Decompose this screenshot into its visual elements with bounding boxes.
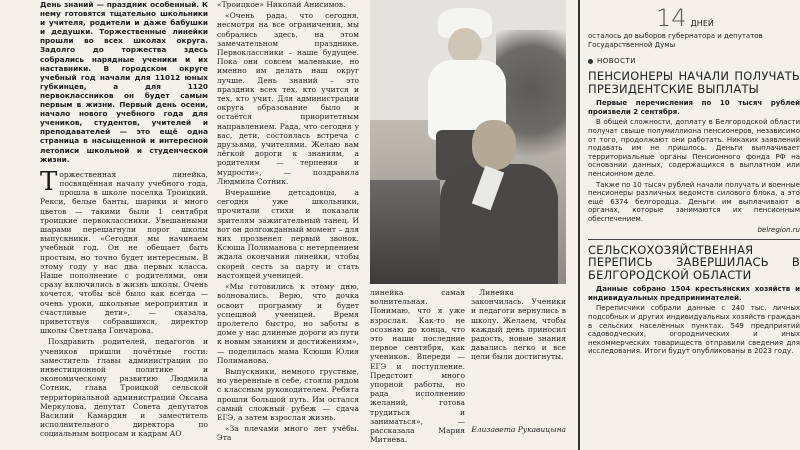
news-lead: Первые перечисления по 10 тысяч рублей произвели 2 сентября. (588, 99, 800, 116)
days-note: осталось до выборов губернатора и депутатов Государственной Думы (588, 32, 763, 49)
news-paragraph: Переписчики собрали данные с 240 тыс. личных подсобных и других индивидуальных хозяйств граждан в сельских населённых пунктах. 549 предприятий садоводческих, огороднических и иных некоммерческих товариществ отправили сведения для исследования. Итоги будут опубликованы в 2023 году. (588, 304, 800, 356)
news-paragraph: В общей сложности, доплату в Белгородской области получат свыше полумиллиона пенсионеров, независимо от того, продолжают они работать. Никаких заявлений подавать им не пришлось. Деньги выплачивает территориальные органы Пенсионного фонда РФ на основании данных, содержащихся в выплатном или пенсионном деле. (588, 118, 800, 178)
article-paragraph: «Троицкое» Николай Анисимов. (217, 0, 346, 9)
drop-cap: Т (40, 166, 58, 197)
article-paragraph: Вчерашние детсадовцы, а сегодня уже школьники, прочитали стихи и показали зрителям зажигательный танец. И вот он долгожданный момент – для них прозвенел первый звонок. Ксюша Полиманова с нетерпением ждала окончания линейки, чтобы скорей сесть за парту и стать настоящей ученицей. (217, 188, 359, 280)
news-headline: СЕЛЬСКОХОЗЯЙСТВЕННАЯ ПЕРЕПИСЬ ЗАВЕРШИЛАСЬ В БЕЛГОРОДСКОЙ ОБЛАСТИ (588, 242, 800, 282)
article-paragraph: «Очень рада, что сегодня, несмотря на все ограничения, мы собрались здесь, на этом замечательном празднике. Первоклассники – наше будущее. Пока они совсем маленькие, но именно им делать наш округ лучше. День знаний – это праздник всех тех, кто учится и тех, кто учит. Для администрации округа образование было и остаётся приоритетным направлением. Рада, что сегодня у вас, дети, состоялась встреча с друзьями, учителями. Желаю вам лёгкой дороги к знаниям, а родителям — терпения и мудрости», — поздравила Людмила Сотник. (217, 11, 359, 186)
divider (588, 239, 800, 240)
days-word: ДНЕЙ (690, 18, 714, 28)
photo-column-text (370, 288, 566, 446)
news-paragraph: Также по 10 тысяч рублей начали получать и военные пенсионеры различных ведомств силового блока, а это ещё 6374 белгородца. Деньги им выплачивают в органах, которые занимаются их пенсионным обеспечением. (588, 180, 800, 223)
photo-man-head (472, 120, 516, 170)
bullet-icon (588, 59, 593, 64)
article-lead: День знаний — праздник особенный. К нему готовятся тщательно школьники и учителя, родители и даже бабушки и дедушки. Торжественные линейки прошли во всех школах округа. Задолго до торжества здесь собрались нарядные ученики и их наставники. В городском округе учебный год начали для 11012 юных губкинцев, а для 1120 первоклассников он будет самым первым в жизни. Первый день осени, начало нового учебного года для учеников, студентов, учителей и преподавателей — это ещё одна страница в насыщенной и интересной летописи школьной и студенческой жизни. (40, 0, 208, 164)
article-paragraph (40, 166, 208, 336)
article-paragraph-text: оржественная линейка, посвящённая началу учебного года, прошла в школе поселка Троицкий. Рекси, белые банты, шарики и много цветов — такими были 1 сентября троицкие первоклассники. Увешанными шарами перешагнули порог школы выпускники. «Сегодня мы начинаем учебный год. Он не обещает быть простым, но точно будет интересным. В этому году у нас два первых класса. Наше пополнение с родителями, они сразу включились в жизнь школы. Очень хочется, чтобы всё было как всегда — очень уроки, школьные мероприятия и счастливые дети», — сказала, приветствуя собравшихся, директор школы Светлана Гончарова. (40, 169, 208, 336)
news-sidebar (578, 0, 800, 450)
article-paragraph: Выпускники, немного грустные, но уверенные в себе, стояли рядом с классным руководителем. Ребята прошли большой путь. Им остался самый сложный рубеж — сдача ЕГЭ, а затем взрослая жизнь. (217, 366, 359, 422)
article-paragraph: «За плечами много лет учёбы. Эта (217, 424, 359, 443)
article-paragraph: линейка самая волнительная. Понимаю, что я уже взрослая. Как-то не осознаю до конца, что это наши последние первое сентября, как учеников. Впереди — ЕГЭ и поступление. Предстоит много упорной работы, но рада исполнению желаний, готова трудиться и заниматься», — рассказала Мария Митяева. (370, 288, 465, 445)
photo-crowd (370, 180, 440, 284)
news-body (588, 99, 800, 223)
article-paragraph: «Мы готовились к этому дню, волновались. Верю, что дочка освоит программу и будет успешной ученицей. Время пролетело быстро, но заботы в доме у нас длинные дороги из пути к новым знаниям и достижениям», — поделилась мама Ксюши Юлия Полиманова. (217, 282, 359, 365)
news-body (588, 285, 800, 356)
article-photo (370, 0, 566, 284)
photo-girl-head (448, 28, 482, 64)
article-column-1 (40, 0, 208, 450)
article-paragraph: Линейка закончилась. Ученики и педагоги вернулись в школу. Желаем, чтобы каждый день приносил радость, новые знания давались легко и все цели были достигнуты. (471, 288, 566, 362)
news-headline: ПЕНСИОНЕРЫ НАЧАЛИ ПОЛУЧАТЬ ПРЕЗИДЕНТСКИЕ ВЫПЛАТЫ (588, 69, 800, 96)
article-column-2 (217, 0, 359, 450)
days-counter (588, 0, 800, 30)
article-paragraph: Поздравить родителей, педагогов и учеников пришли почётные гости: заместитель главы администрации по инвестиционной политике и экономическому развитию Людмила Сотник, глава Троицкой сельской территориальной администрации Оксана Меркулова, депутат Совета депутатов Василий Камардин и заместитель исполнительного директора по социальным вопросам и кадрам АО (40, 337, 208, 439)
rubric-label: НОВОСТИ (597, 57, 636, 65)
news-source: belregion.ru (757, 225, 800, 234)
article-author: Елизавета Рукавицына (471, 425, 566, 434)
news-lead: Данные собрано 1504 крестьянских хозяйств и индивидуальных предпринимателей. (588, 285, 800, 302)
photo-column (370, 0, 566, 450)
days-number: 14 (656, 4, 687, 32)
rubric (588, 57, 800, 66)
